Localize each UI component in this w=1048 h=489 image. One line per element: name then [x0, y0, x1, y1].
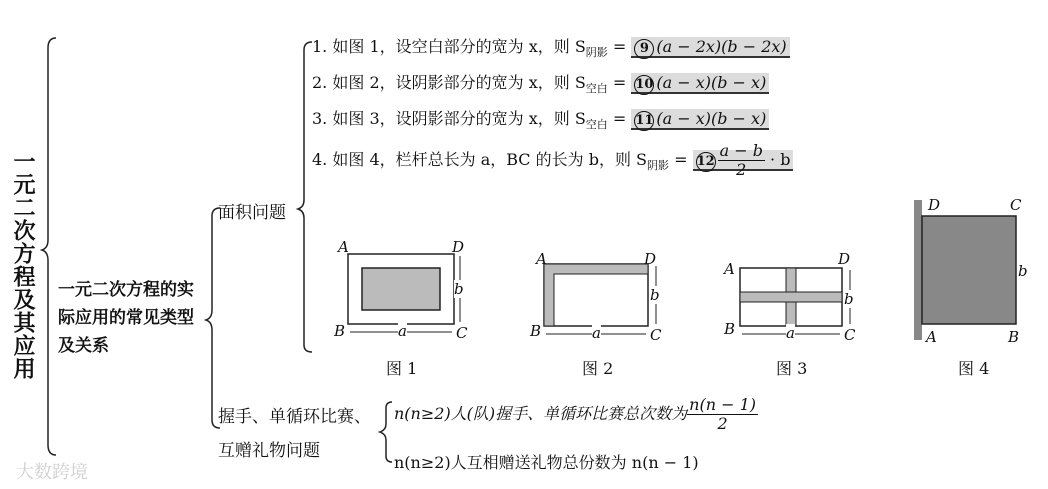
fig3-caption: 图 3	[776, 359, 808, 378]
figure-4	[914, 200, 1016, 340]
item-3: 3. 如图 3，设阴影部分的宽为 x，则 $S_{空白} = 11$ (a − x)(b − x)	[312, 106, 769, 132]
handshake-label-1: 握手、单循环比赛、	[218, 407, 371, 427]
fig3-label-a-point: A	[724, 260, 735, 278]
figure-3	[740, 268, 850, 334]
fig1-label-c-point: C	[456, 324, 468, 342]
fig1-label-d-point: D	[452, 238, 465, 256]
fig2-label-a-length: a	[592, 324, 601, 342]
fig3-label-a-length: a	[786, 324, 795, 342]
fig1-label-a-point: A	[338, 238, 349, 256]
fig1-label-b-point: B	[334, 322, 346, 340]
fig4-caption: 图 4	[958, 359, 990, 378]
handshake-label-2: 互赠礼物问题	[218, 441, 320, 461]
fig1-label-a-length: a	[398, 322, 407, 340]
fig4-label-c-point: C	[1010, 196, 1022, 214]
area-problem-label: 面积问题	[218, 203, 286, 223]
fig3-label-b-point: B	[724, 320, 736, 338]
fig4-label-b-length: b	[1018, 262, 1028, 280]
fig1-label-b-length: b	[454, 280, 464, 298]
item-4: 4. 如图 4，栏杆总长为 a，BC 的长为 b，则 $S_{阴影} = 12$ $\frac{a - b}{2}$ · b	[312, 142, 793, 179]
fig2-caption: 图 2	[582, 359, 614, 378]
fig2-label-c-point: C	[650, 326, 662, 344]
fig2-label-d-point: D	[644, 250, 657, 268]
root-title: 一元二次方程及其应用	[10, 150, 35, 380]
item-1: 1. 如图 1，设空白部分的宽为 x，则 $S_{阴影} = 9$ (a − 2x)(b − 2x)	[312, 34, 790, 60]
fig1-caption: 图 1	[386, 359, 418, 378]
fig4-label-a-point: A	[926, 328, 937, 346]
handshake-formula: n(n≥2)人(队)握手、单循环比赛总次数为 $\frac{n(n - 1)}{2}$	[394, 395, 757, 433]
middle-title: 一元二次方程的实际应用的常见类型及关系	[58, 280, 194, 356]
fig3-label-c-point: C	[844, 326, 856, 344]
fig3-label-d-point: D	[838, 250, 851, 268]
figure-1	[348, 254, 460, 332]
fig2-label-a-point: A	[536, 250, 547, 268]
watermark: 大数跨境	[16, 462, 88, 483]
gift-formula: n(n≥2)人互相赠送礼物总份数为 n(n − 1)	[394, 453, 699, 472]
fig4-label-d-point: D	[928, 196, 941, 214]
fig3-label-b-length: b	[844, 290, 854, 308]
fig2-label-b-point: B	[530, 322, 542, 340]
fig4-label-b-point: B	[1008, 328, 1020, 346]
item-2: 2. 如图 2，设阴影部分的宽为 x，则 $S_{空白} = 10$ (a − x)(b − x)	[312, 70, 769, 96]
fig2-label-b-length: b	[650, 286, 660, 304]
